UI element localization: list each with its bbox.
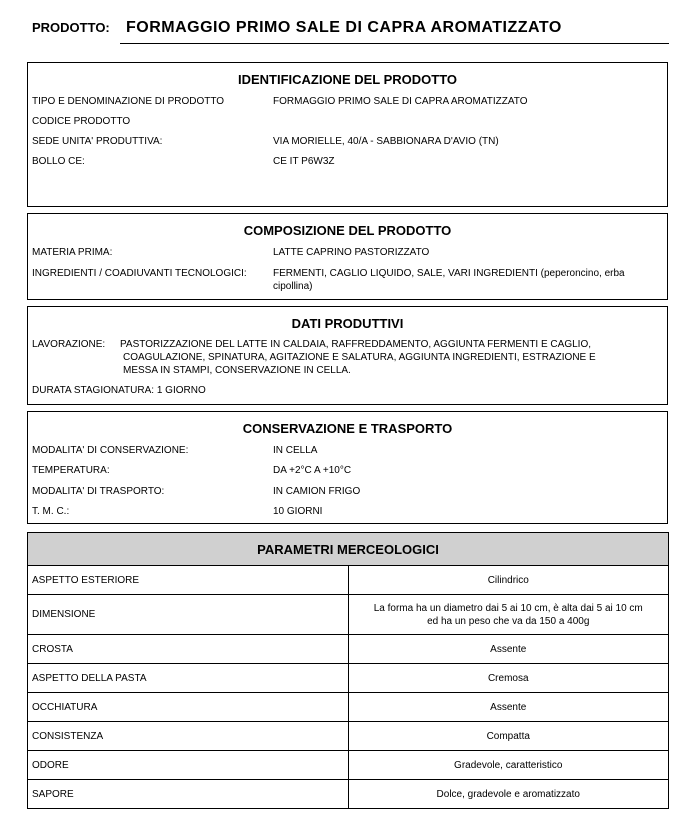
table-row xyxy=(28,664,669,693)
param-label: ASPETTO DELLA PASTA xyxy=(28,664,349,693)
field-value: DA +2°C A +10°C xyxy=(273,465,352,476)
table-row xyxy=(28,722,669,751)
field-value: FORMAGGIO PRIMO SALE DI CAPRA AROMATIZZATO xyxy=(273,96,528,107)
param-value: Dolce, gradevole e aromatizzato xyxy=(348,780,669,809)
param-value: Cilindrico xyxy=(348,566,669,595)
table-row xyxy=(28,595,669,635)
lavorazione-line: MESSA IN STAMPI, CONSERVAZIONE IN CELLA. xyxy=(123,365,351,376)
field-label: SEDE UNITA' PRODUTTIVA: xyxy=(32,136,163,147)
param-value-line: La forma ha un diametro dai 5 ai 10 cm, è alta dai 5 ai 10 cm xyxy=(373,602,643,614)
field-value: FERMENTI, CAGLIO LIQUIDO, SALE, VARI INGREDIENTI (peperoncino, erba cipollina) xyxy=(273,268,625,292)
field-label: MODALITA' DI TRASPORTO: xyxy=(32,486,165,497)
param-value: Gradevole, caratteristico xyxy=(348,751,669,780)
field-label: INGREDIENTI / COADIUVANTI TECNOLOGICI: xyxy=(32,268,247,279)
param-label: CROSTA xyxy=(28,635,349,664)
field-label: MATERIA PRIMA: xyxy=(32,247,113,258)
header-underline xyxy=(120,43,669,44)
field-label: T. M. C.: xyxy=(32,506,70,517)
conservazione-title: CONSERVAZIONE E TRASPORTO xyxy=(242,421,453,436)
param-label: ODORE xyxy=(28,751,349,780)
field-label: MODALITA' DI CONSERVAZIONE: xyxy=(32,445,189,456)
dati-produttivi-title: DATI PRODUTTIVI xyxy=(291,316,404,331)
param-value: Assente xyxy=(348,693,669,722)
field-value: IN CELLA xyxy=(273,445,318,456)
param-value: Cremosa xyxy=(348,664,669,693)
lavorazione-label: LAVORAZIONE: xyxy=(32,339,106,350)
conservazione-section xyxy=(27,411,668,524)
param-label: SAPORE xyxy=(28,780,349,809)
field-label: BOLLO CE: xyxy=(32,156,85,167)
dati-produttivi-section xyxy=(27,306,668,405)
field-label: CODICE PRODOTTO xyxy=(32,116,131,127)
table-row xyxy=(28,635,669,664)
table-row xyxy=(28,566,669,595)
table-row xyxy=(28,693,669,722)
table-row xyxy=(28,751,669,780)
composizione-title: COMPOSIZIONE DEL PRODOTTO xyxy=(243,223,452,238)
product-label: PRODOTTO: xyxy=(32,20,110,35)
table-row xyxy=(28,780,669,809)
parametri-table xyxy=(27,532,669,809)
param-label: ASPETTO ESTERIORE xyxy=(28,566,349,595)
composizione-section xyxy=(27,213,668,300)
lavorazione-line: PASTORIZZAZIONE DEL LATTE IN CALDAIA, RAFFREDDAMENTO, AGGIUNTA FERMENTI E CAGLIO, xyxy=(120,339,591,350)
field-value: LATTE CAPRINO PASTORIZZATO xyxy=(273,247,430,258)
param-value-line: ed ha un peso che va da 150 a 400g xyxy=(427,615,590,627)
field-value: CE IT P6W3Z xyxy=(273,156,335,167)
lavorazione-line: COAGULAZIONE, SPINATURA, AGITAZIONE E SALATURA, AGGIUNTA INGREDIENTI, ESTRAZIONE E xyxy=(123,352,596,363)
field-value: IN CAMION FRIGO xyxy=(273,486,361,497)
param-label: DIMENSIONE xyxy=(28,595,349,635)
param-value: Assente xyxy=(348,635,669,664)
field-value: VIA MORIELLE, 40/A - SABBIONARA D'AVIO (TN) xyxy=(273,136,499,147)
product-name: FORMAGGIO PRIMO SALE DI CAPRA AROMATIZZATO xyxy=(126,19,562,36)
param-value: Compatta xyxy=(348,722,669,751)
durata-stagionatura: DURATA STAGIONATURA: 1 GIORNO xyxy=(32,385,206,396)
param-label: OCCHIATURA xyxy=(28,693,349,722)
param-label: CONSISTENZA xyxy=(28,722,349,751)
param-value xyxy=(348,595,669,635)
identificazione-title: IDENTIFICAZIONE DEL PRODOTTO xyxy=(237,72,458,87)
field-label: TEMPERATURA: xyxy=(32,465,110,476)
field-label: TIPO E DENOMINAZIONE DI PRODOTTO xyxy=(32,96,225,107)
parametri-title: PARAMETRI MERCEOLOGICI xyxy=(28,533,669,566)
field-value: 10 GIORNI xyxy=(273,506,323,517)
identificazione-section xyxy=(27,62,668,207)
